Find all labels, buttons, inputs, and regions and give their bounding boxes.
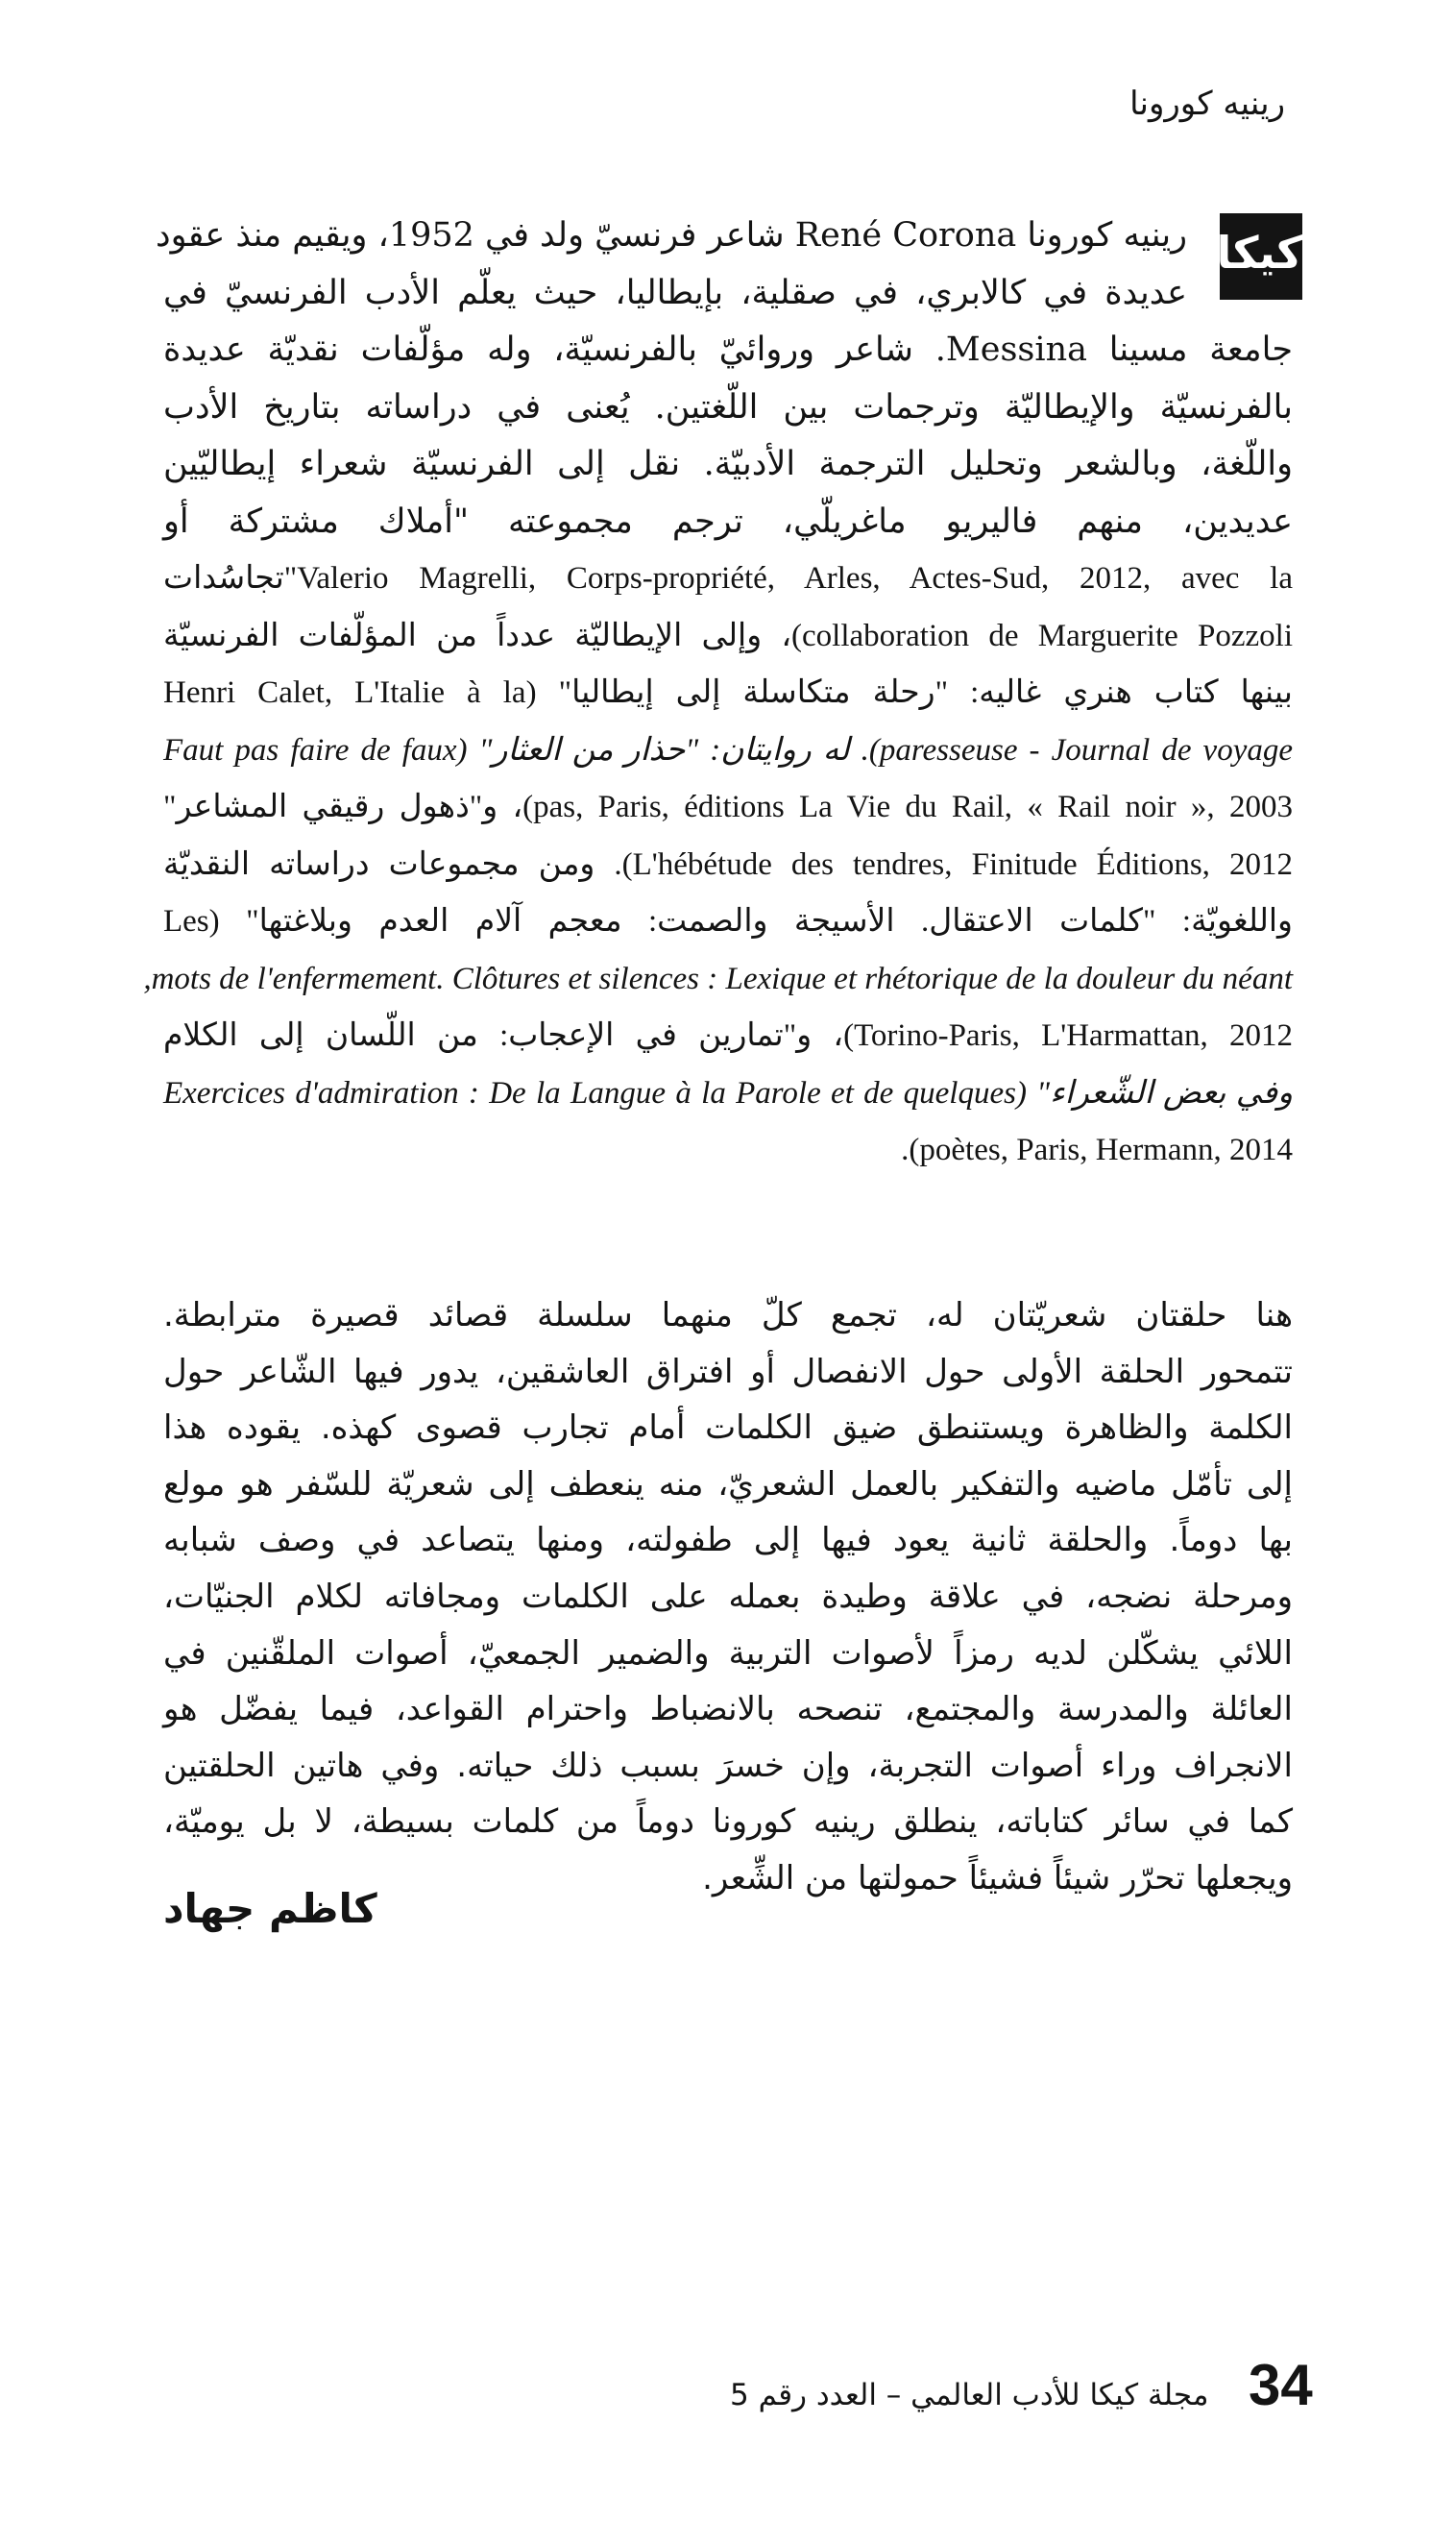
page-number: 34 — [1249, 2353, 1313, 2417]
intro-line: العائلة والمدرسة والمجتمع، تنصحه بالانضباط واحترام القواعد، فيما يفضّل هو — [163, 1690, 1293, 1729]
intro-line: تتمحور الحلقة الأولى حول الانفصال أو افتراق العاشقين، يدور فيها الشّاعر حول — [163, 1352, 1293, 1391]
bio-line: L'hébétude des tendres, Finitude Éditions, 2012). ومن مجموعات دراساته النقديّة — [163, 846, 1294, 882]
bio-line: رينيه كورونا René Corona شاعر فرنسيّ ولد في 1952، ويقيم منذ عقود — [156, 216, 1187, 255]
running-title: رينيه كورونا — [1129, 85, 1285, 123]
bio-line: واللّغة، وبالشعر وتحليل الترجمة الأدبيّة. نقل إلى الفرنسيّة شعراء إيطاليّين — [163, 445, 1293, 483]
bio-line: عديدة في كالابري، في صقلية، بإيطاليا، حيث يعلّم الأدب الفرنسيّ في — [163, 273, 1187, 312]
bio-line: بينها كتاب هنري غاليه: "رحلة متكاسلة إلى إيطاليا" (Henri Calet, L'Italie à la — [163, 675, 1293, 710]
intro-line: كما في سائر كتاباته، ينطلق رينيه كورونا دوماً من كلمات بسيطة، لا بل يوميّة، — [163, 1802, 1293, 1842]
bio-line: paresseuse - Journal de voyage). له روايتان: "حذار من العثار" (Faut pas faire de faux — [163, 732, 1293, 768]
bio-line: pas, Paris, éditions La Vie du Rail, « Rail noir », 2003)، و"ذهول رقيقي المشاعر" — [163, 790, 1293, 824]
bio-line: بالفرنسيّة والإيطاليّة وترجمات بين اللّغتين. يُعنى في دراساته بتاريخ الأدب — [163, 387, 1293, 427]
intro-line: ويجعلها تحرّر شيئاً فشيئاً حمولتها من الشِّعر. — [702, 1858, 1293, 1897]
bio-line: mots de l'enfermement. Clôtures et silences : Lexique et rhétorique de la douleur du néant, — [143, 961, 1293, 996]
bio-line: Valerio Magrelli, Corps-propriété, Arles, Actes-Sud, 2012, avec la"تجاسُدات — [163, 561, 1293, 596]
bio-line: poètes, Paris, Hermann, 2014). — [901, 1133, 1293, 1167]
footer-journal-title: مجلة كيكا للأدب العالمي – العدد رقم 5 — [730, 2378, 1209, 2412]
author-bio — [143, 208, 1294, 1180]
bio-line: واللغويّة: "كلمات الاعتقال. الأسيجة والصمت: معجم آلام العدم وبلاغتها" (Les — [163, 904, 1293, 939]
intro-line: هنا حلقتان شعريّتان له، تجمع كلّ منهما سلسلة قصائد قصيرة مترابطة. — [163, 1296, 1293, 1334]
bio-line: جامعة مسينا Messina. شاعر وروائيّ بالفرنسيّة، وله مؤلّفات نقديّة عديدة — [163, 330, 1293, 369]
author-signature: كاظم جهاد — [163, 1885, 377, 1932]
intro-paragraph — [163, 1287, 1293, 1907]
intro-line: اللائي يشكّلن لديه رمزاً لأصوات التربية والضمير الجمعيّ، أصوات الملقّنين في — [163, 1633, 1293, 1673]
kika-logo: كيكا — [1220, 213, 1302, 300]
bio-line: وفي بعض الشّعراء" (Exercices d'admiration : De la Langue à la Parole et de quelques — [163, 1075, 1294, 1111]
intro-line: الانجراف وراء أصوات التجربة، وإن خسرَ بسبب ذلك حياته. وفي هاتين الحلقتين — [163, 1746, 1293, 1785]
bio-line: collaboration de Marguerite Pozzoli)، وإلى الإيطاليّة عدداً من المؤلّفات الفرنسيّة — [163, 618, 1293, 653]
bio-line: Torino-Paris, L'Harmattan, 2012)، و"تمارين في الإعجاب: من اللّسان إلى الكلام — [163, 1018, 1293, 1053]
intro-line: الكلمة والظاهرة ويستنطق ضيق الكلمات أمام تجارب قصوى كهذه. يقوده هذا — [163, 1408, 1293, 1448]
intro-line: ومرحلة نضجه، في علاقة وطيدة بعمله على الكلمات ومجافاته لكلام الجنيّات، — [163, 1577, 1293, 1616]
bio-line: عديدين، منهم فاليريو ماغريلّي، ترجم مجموعته "أملاك مشتركة أو — [163, 502, 1293, 541]
intro-line: بها دوماً. والحلقة ثانية يعود فيها إلى طفولته، ومنها يتصاعد في وصف شبابه — [163, 1521, 1293, 1560]
intro-line: إلى تأمّل ماضيه والتفكير بالعمل الشعريّ، منه ينعطف إلى شعريّة للسّفر هو مولع — [163, 1464, 1293, 1504]
